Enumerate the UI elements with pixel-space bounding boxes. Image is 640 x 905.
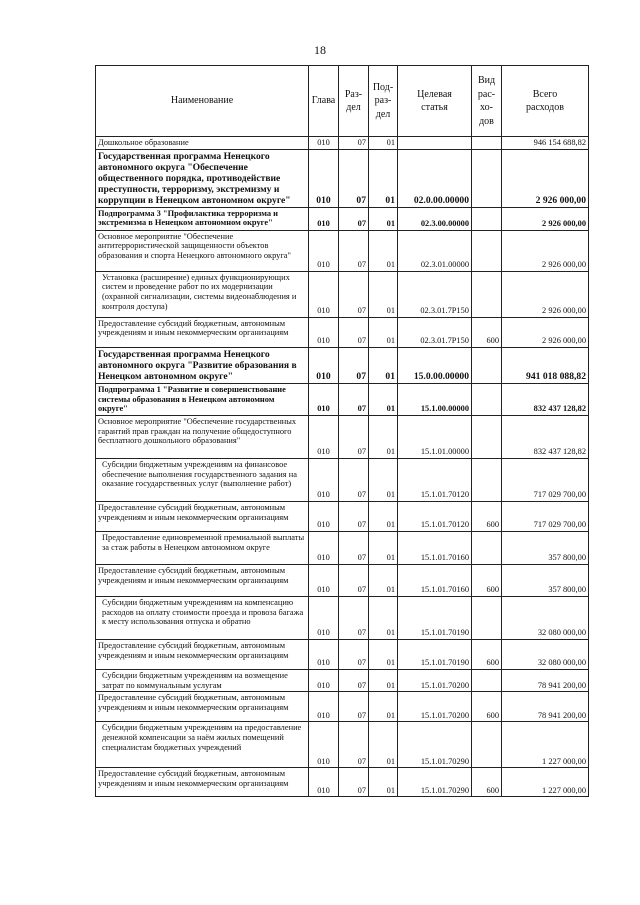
- row-target: 15.1.01.70190: [398, 596, 472, 639]
- row-target: 15.1.01.70160: [398, 564, 472, 596]
- row-name: Субсидии бюджетным учреждениям на компенсацию расходов на оплату стоимости проезда и провоза багажа к месту использования отпуска и обратно: [96, 596, 309, 639]
- row-razdel: 07: [339, 531, 369, 564]
- row-glava: 010: [309, 458, 339, 501]
- row-podrazdel: 01: [369, 149, 398, 207]
- row-glava: 010: [309, 531, 339, 564]
- row-name: Подпрограмма 1 "Развитие и совершенствование системы образования в Ненецком автономном округе": [96, 383, 309, 415]
- table-row: [96, 149, 589, 207]
- row-vid: [472, 415, 502, 458]
- row-vid: [472, 271, 502, 317]
- page-number: 18: [314, 43, 326, 57]
- row-vid: [472, 458, 502, 501]
- row-podrazdel: 01: [369, 639, 398, 669]
- row-name: Предоставление субсидий бюджетным, автономным учреждениям и иным некоммерческим организациям: [96, 564, 309, 596]
- row-podrazdel: 01: [369, 415, 398, 458]
- row-total: 32 080 000,00: [502, 639, 589, 669]
- row-name: Государственная программа Ненецкого автономного округа "Обеспечение общественного порядка, противодействие преступности, терроризму, экстремизму и коррупции в Ненецком автономном округе": [96, 149, 309, 207]
- row-razdel: 07: [339, 564, 369, 596]
- row-razdel: 07: [339, 207, 369, 230]
- row-podrazdel: 01: [369, 564, 398, 596]
- row-vid: [472, 347, 502, 383]
- row-total: 2 926 000,00: [502, 271, 589, 317]
- row-vid: 600: [472, 564, 502, 596]
- row-razdel: 07: [339, 692, 369, 722]
- row-total: 1 227 000,00: [502, 722, 589, 768]
- header-glava: Глава: [309, 66, 339, 137]
- row-vid: 600: [472, 768, 502, 797]
- row-name: Предоставление субсидий бюджетным, автономным учреждениям и иным некоммерческим организациям: [96, 639, 309, 669]
- row-name: Установка (расширение) единых функционирующих систем и проведение работ по их модернизации (охранной сигнализации, системы видеонаблюдения и контроля доступа): [96, 271, 309, 317]
- row-podrazdel: 01: [369, 501, 398, 531]
- row-name: Дошкольное образование: [96, 137, 309, 150]
- row-total: 2 926 000,00: [502, 207, 589, 230]
- table-header: [96, 66, 589, 137]
- row-total: 78 941 200,00: [502, 692, 589, 722]
- row-glava: 010: [309, 415, 339, 458]
- row-target: 15.1.00.00000: [398, 383, 472, 415]
- row-vid: [472, 596, 502, 639]
- row-podrazdel: 01: [369, 596, 398, 639]
- row-glava: 010: [309, 564, 339, 596]
- row-target: 15.1.01.70120: [398, 458, 472, 501]
- table-row: [96, 669, 589, 691]
- header-vid: Вид рас- хо- дов: [472, 66, 502, 137]
- row-razdel: 07: [339, 722, 369, 768]
- row-vid: 600: [472, 501, 502, 531]
- row-podrazdel: 01: [369, 230, 398, 271]
- row-glava: 010: [309, 347, 339, 383]
- row-vid: [472, 149, 502, 207]
- row-vid: 600: [472, 692, 502, 722]
- header-total: Всего расходов: [502, 66, 589, 137]
- row-razdel: 07: [339, 669, 369, 691]
- row-glava: 010: [309, 317, 339, 347]
- row-name: Предоставление субсидий бюджетным, автономным учреждениям и иным некоммерческим организациям: [96, 501, 309, 531]
- row-glava: 010: [309, 230, 339, 271]
- budget-table: [95, 65, 589, 797]
- row-glava: 010: [309, 149, 339, 207]
- table-row: [96, 271, 589, 317]
- table-row: [96, 564, 589, 596]
- row-name: Субсидии бюджетным учреждениям на предоставление денежной компенсации за наём жилых помещений специалистам бюджетных учреждений: [96, 722, 309, 768]
- row-razdel: 07: [339, 501, 369, 531]
- row-podrazdel: 01: [369, 207, 398, 230]
- row-total: 1 227 000,00: [502, 768, 589, 797]
- row-vid: 600: [472, 639, 502, 669]
- row-vid: [472, 207, 502, 230]
- row-target: 02.0.00.00000: [398, 149, 472, 207]
- row-glava: 010: [309, 669, 339, 691]
- row-podrazdel: 01: [369, 317, 398, 347]
- row-target: 02.3.01.00000: [398, 230, 472, 271]
- row-vid: [472, 383, 502, 415]
- row-target: 15.1.01.70200: [398, 692, 472, 722]
- row-target: 02.3.01.7Р150: [398, 317, 472, 347]
- table-row: [96, 415, 589, 458]
- row-podrazdel: 01: [369, 347, 398, 383]
- row-name: Субсидии бюджетным учреждениям на возмещение затрат по коммунальным услугам: [96, 669, 309, 691]
- row-razdel: 07: [339, 415, 369, 458]
- row-glava: 010: [309, 501, 339, 531]
- row-glava: 010: [309, 271, 339, 317]
- row-target: 15.1.01.70120: [398, 501, 472, 531]
- row-total: 357 800,00: [502, 564, 589, 596]
- row-target: 15.1.01.70190: [398, 639, 472, 669]
- row-vid: [472, 137, 502, 150]
- table-row: [96, 458, 589, 501]
- row-glava: 010: [309, 692, 339, 722]
- row-razdel: 07: [339, 149, 369, 207]
- row-name: Подпрограмма 3 "Профилактика терроризма и экстремизма в Ненецком автономном округе": [96, 207, 309, 230]
- row-target: 02.3.01.7Р150: [398, 271, 472, 317]
- row-vid: [472, 531, 502, 564]
- row-total: 2 926 000,00: [502, 149, 589, 207]
- row-total: 832 437 128,82: [502, 415, 589, 458]
- row-podrazdel: 01: [369, 383, 398, 415]
- table-row: [96, 501, 589, 531]
- table-row: [96, 639, 589, 669]
- row-razdel: 07: [339, 458, 369, 501]
- table-row: [96, 347, 589, 383]
- row-total: 941 018 088,82: [502, 347, 589, 383]
- row-razdel: 07: [339, 639, 369, 669]
- row-target: [398, 137, 472, 150]
- row-podrazdel: 01: [369, 669, 398, 691]
- table-row: [96, 722, 589, 768]
- row-total: 32 080 000,00: [502, 596, 589, 639]
- row-target: 15.1.01.70290: [398, 722, 472, 768]
- row-total: 717 029 700,00: [502, 458, 589, 501]
- row-vid: [472, 230, 502, 271]
- table-row: [96, 137, 589, 150]
- row-razdel: 07: [339, 596, 369, 639]
- header-name: Наименование: [96, 66, 309, 137]
- row-target: 15.1.01.70200: [398, 669, 472, 691]
- row-vid: [472, 722, 502, 768]
- row-glava: 010: [309, 639, 339, 669]
- row-vid: [472, 669, 502, 691]
- row-razdel: 07: [339, 271, 369, 317]
- row-name: Предоставление единовременной премиальной выплаты за стаж работы в Ненецком автономном округе: [96, 531, 309, 564]
- row-podrazdel: 01: [369, 692, 398, 722]
- row-total: 717 029 700,00: [502, 501, 589, 531]
- row-podrazdel: 01: [369, 271, 398, 317]
- row-target: 15.1.01.70290: [398, 768, 472, 797]
- row-razdel: 07: [339, 383, 369, 415]
- table-row: [96, 207, 589, 230]
- row-target: 15.0.00.00000: [398, 347, 472, 383]
- table-row: [96, 692, 589, 722]
- row-glava: 010: [309, 722, 339, 768]
- row-glava: 010: [309, 383, 339, 415]
- row-podrazdel: 01: [369, 768, 398, 797]
- row-total: 946 154 688,82: [502, 137, 589, 150]
- row-name: Предоставление субсидий бюджетным, автономным учреждениям и иным некоммерческим организациям: [96, 768, 309, 797]
- table-row: [96, 230, 589, 271]
- row-razdel: 07: [339, 230, 369, 271]
- row-total: 357 800,00: [502, 531, 589, 564]
- row-total: 2 926 000,00: [502, 317, 589, 347]
- row-target: 15.1.01.00000: [398, 415, 472, 458]
- row-total: 832 437 128,82: [502, 383, 589, 415]
- row-glava: 010: [309, 768, 339, 797]
- table-row: [96, 531, 589, 564]
- row-name: Государственная программа Ненецкого автономного округа "Развитие образования в Ненецком автономном округе": [96, 347, 309, 383]
- row-podrazdel: 01: [369, 458, 398, 501]
- row-name: Основное мероприятие "Обеспечение государственных гарантий прав граждан на получение общедоступного бесплатного дошкольного образования": [96, 415, 309, 458]
- table-row: [96, 317, 589, 347]
- row-razdel: 07: [339, 137, 369, 150]
- row-target: 02.3.00.00000: [398, 207, 472, 230]
- row-glava: 010: [309, 137, 339, 150]
- row-glava: 010: [309, 207, 339, 230]
- row-podrazdel: 01: [369, 531, 398, 564]
- row-total: 78 941 200,00: [502, 669, 589, 691]
- row-razdel: 07: [339, 317, 369, 347]
- row-razdel: 07: [339, 347, 369, 383]
- header-razdel: Раз- дел: [339, 66, 369, 137]
- table-row: [96, 383, 589, 415]
- row-total: 2 926 000,00: [502, 230, 589, 271]
- row-target: 15.1.01.70160: [398, 531, 472, 564]
- row-glava: 010: [309, 596, 339, 639]
- row-name: Предоставление субсидий бюджетным, автономным учреждениям и иным некоммерческим организациям: [96, 692, 309, 722]
- header-podrazdel: Под- раз- дел: [369, 66, 398, 137]
- row-razdel: 07: [339, 768, 369, 797]
- row-name: Субсидии бюджетным учреждениям на финансовое обеспечение выполнения государственного задания на оказание государственных услуг (выполнение работ): [96, 458, 309, 501]
- row-podrazdel: 01: [369, 722, 398, 768]
- row-name: Предоставление субсидий бюджетным, автономным учреждениям и иным некоммерческим организациям: [96, 317, 309, 347]
- table-row: [96, 596, 589, 639]
- row-name: Основное мероприятие "Обеспечение антитеррористической защищенности объектов образования и спорта Ненецкого автономного округа": [96, 230, 309, 271]
- table-row: [96, 768, 589, 797]
- row-vid: 600: [472, 317, 502, 347]
- header-target: Целевая статья: [398, 66, 472, 137]
- row-podrazdel: 01: [369, 137, 398, 150]
